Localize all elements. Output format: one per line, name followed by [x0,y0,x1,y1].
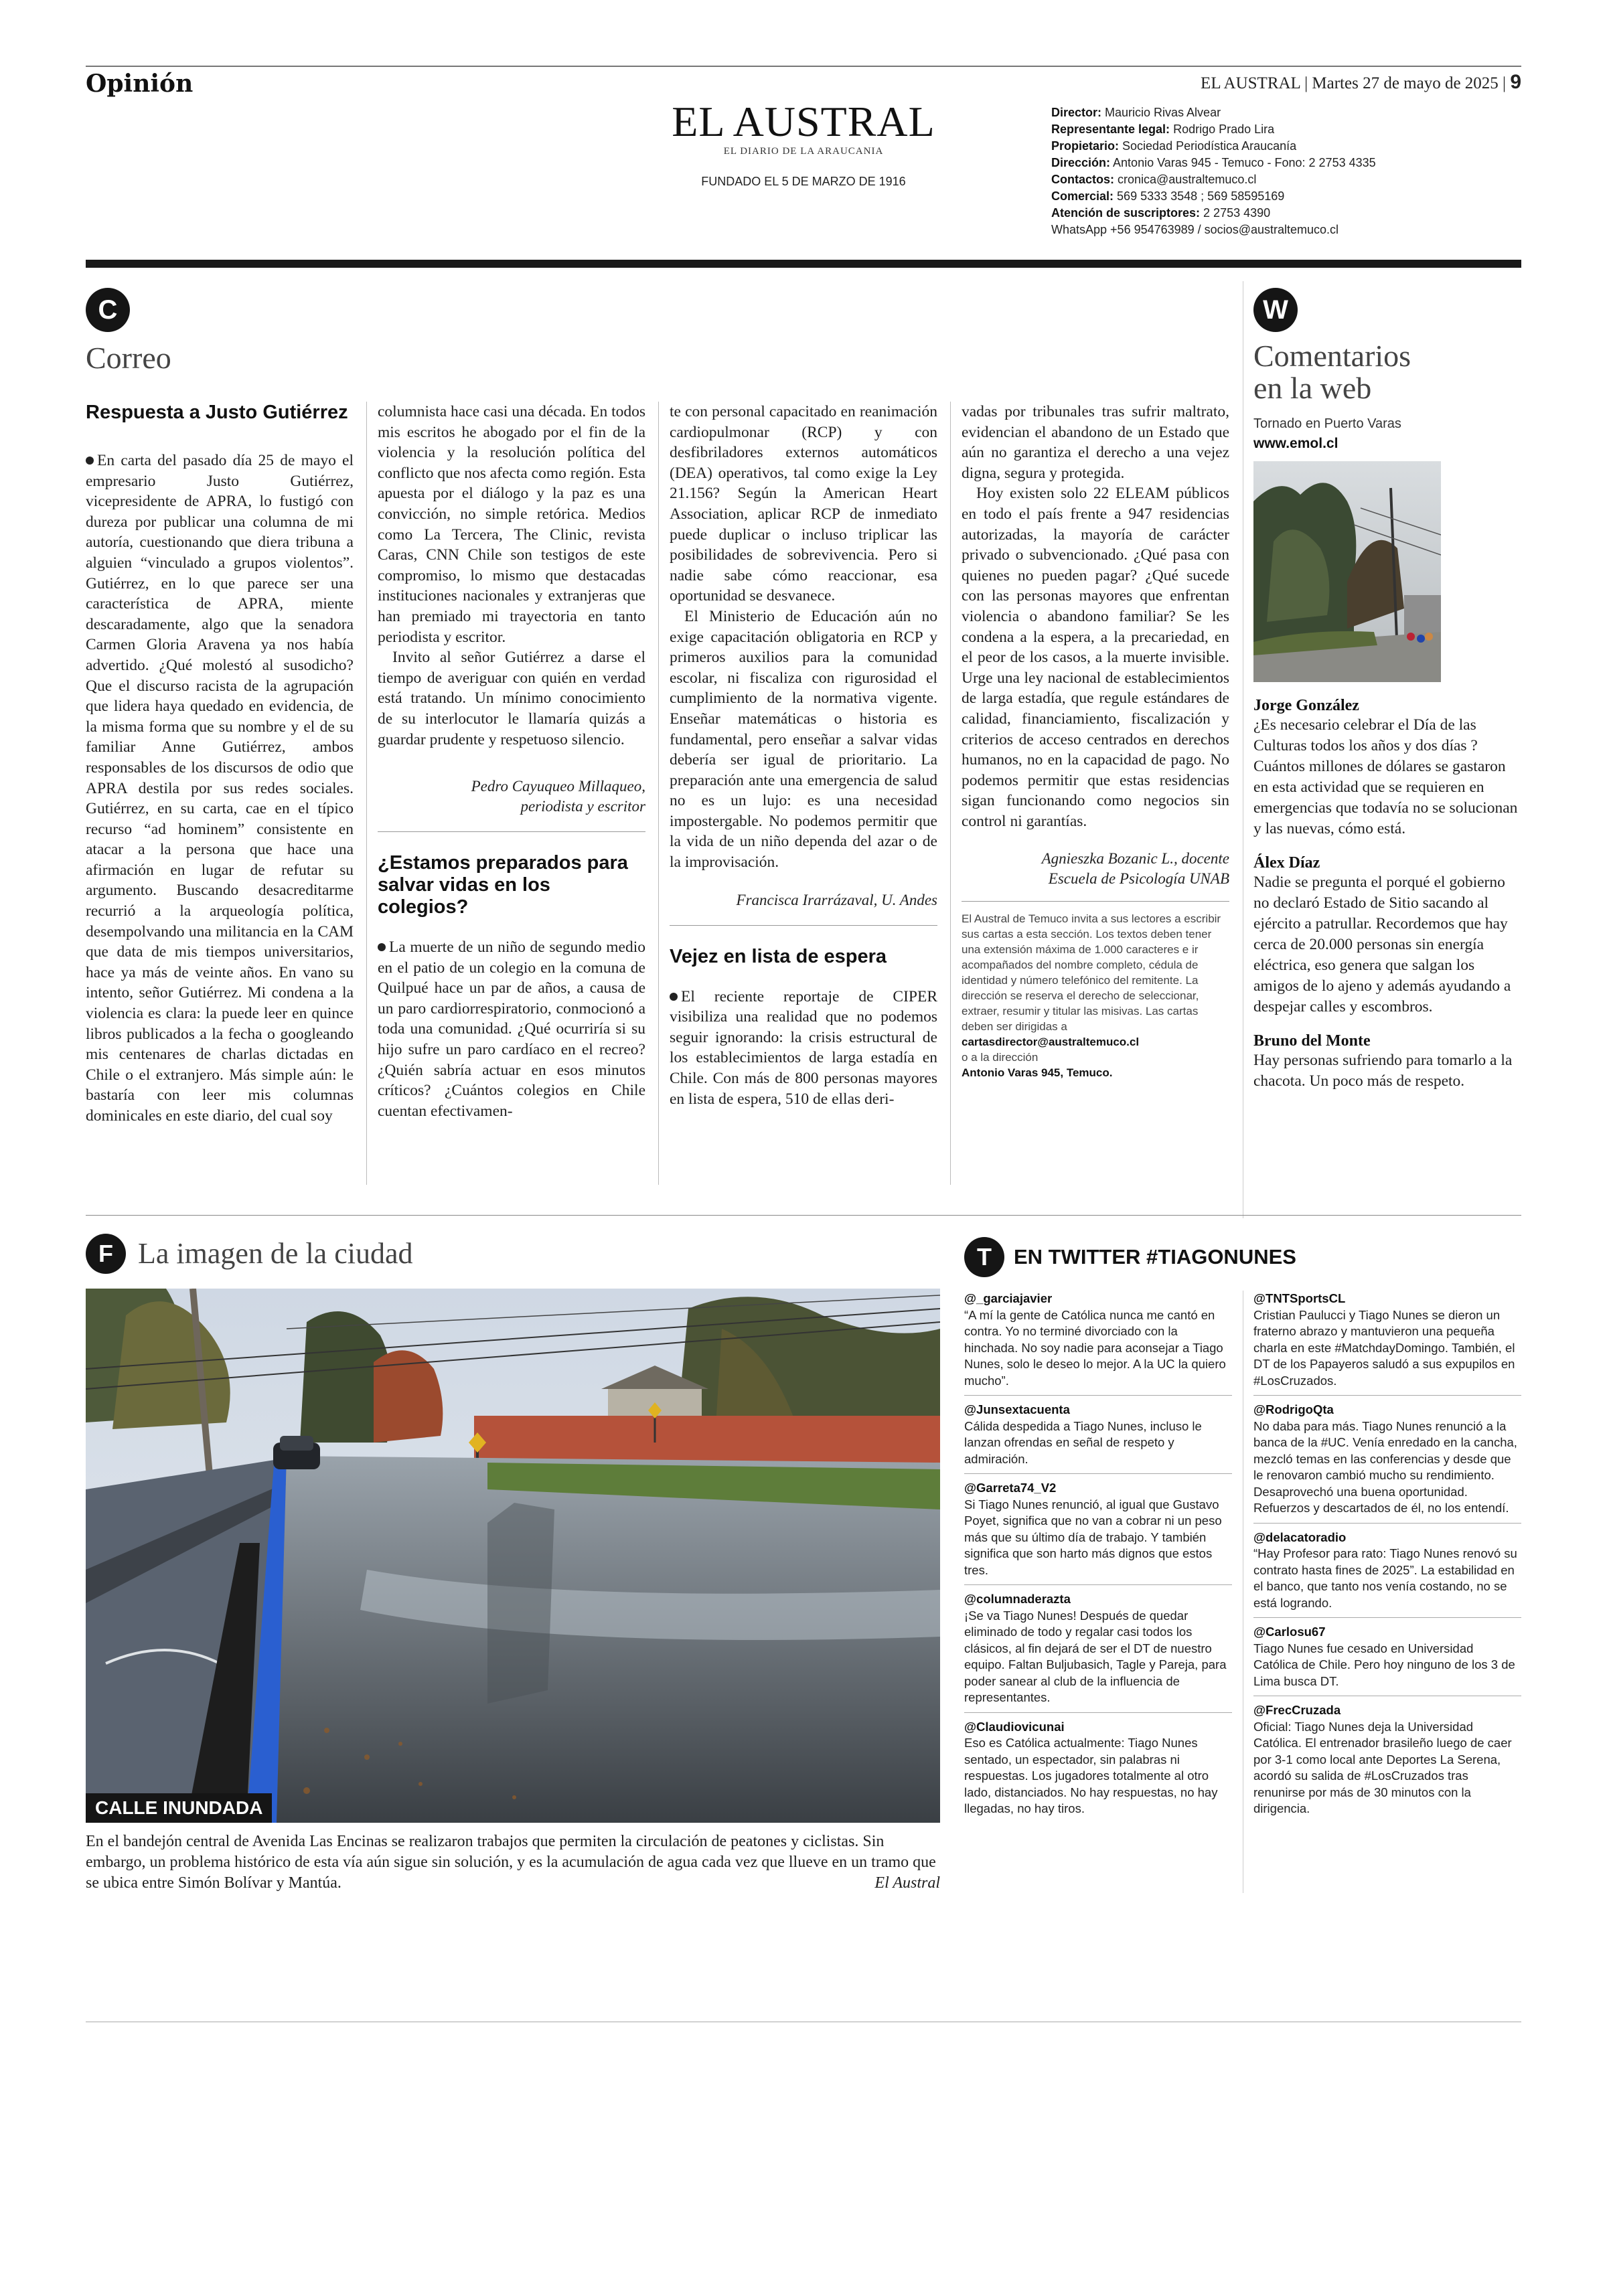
issue-date: | Martes 27 de mayo de 2025 | [1304,74,1507,92]
tweet [964,1402,1232,1467]
letter1-signature-name: Pedro Cayuqueo Millaqueo, [471,778,645,795]
tweet-handle[interactable]: @Junsextacuenta [964,1402,1070,1416]
photo-label: CALLE INUNDADA [86,1793,272,1823]
date-bar [1201,71,1521,94]
web-comment-author: Álex Díaz [1253,854,1320,872]
tweet-text: Tiago Nunes fue cesado en Universidad Católica de Chile. Pero hoy ninguno de los 3 de Lima busca DT. [1253,1641,1515,1688]
tweet-handle[interactable]: @delacatoradio [1253,1530,1347,1544]
web-comment-text: Hay personas sufriendo para tomarlo a la chacota. Un poco más de respeto. [1253,1052,1513,1090]
flooded-street-photo [86,1289,940,1823]
letter2-signature: Francisca Irarrázaval, U. Andes [736,891,937,908]
correo-col-2 [378,402,645,1121]
bullet-icon [670,993,678,1001]
imagen-badge: F [86,1234,126,1274]
tweet-text: “Hay Profesor para rato: Tiago Nunes renovó su contrato hasta fines de 2025”. La estabilidad en el banco, que tanto nos venía costando, no se está logrando. [1253,1546,1517,1610]
tweet-handle[interactable]: @TNTSportsCL [1253,1291,1346,1305]
tweets-column-left [964,1291,1232,1817]
staff-line: Contactos: cronica@australtemuco.cl [1051,173,1257,186]
letters-email-link[interactable]: cartasdirector@australtemuco.cl [962,1036,1140,1049]
web-comment-author: Bruno del Monte [1253,1032,1371,1050]
bullet-icon [378,943,386,951]
tweet [964,1291,1232,1389]
staff-line: Director: Mauricio Rivas Alvear [1051,106,1221,119]
tweet-divider [1253,1395,1521,1396]
tweet-handle[interactable]: @FrecCruzada [1253,1703,1341,1717]
tweet-divider [964,1712,1232,1713]
tweets-column-right [1253,1291,1521,1817]
tweet [1253,1291,1521,1389]
tornado-photo [1253,461,1441,682]
twitter-badge: T [964,1237,1004,1277]
web-comment-text: ¿Es necesario celebrar el Día de las Culturas todos los años y dos días ? Cuántos millones de dólares se gastaron en esta actividad que se requieren en emergencias que todavía no se solucionan y las nuevas, cómo está. [1253,716,1518,837]
tweet-handle[interactable]: @_garciajavier [964,1291,1053,1305]
tweet-text: Cálida despedida a Tiago Nunes, incluso le lanzan ofrendas en señal de respeto y admiración. [964,1418,1202,1466]
tweet-handle[interactable]: @columnaderazta [964,1592,1071,1606]
masthead-logo: EL AUSTRAL [672,98,935,145]
notice-divider [962,901,1229,902]
tweet-text: Eso es Católica actualmente: Tiago Nunes sentado, un espectador, sin palabras ni respuestas. Los jugadores totalmente al otro lado, distanciados. No hay respuestas, no hay llegadas, no hay tiros. [964,1736,1218,1815]
letter2-body-part2: te con personal capacitado en reanimación cardiopulmonar (RCP) y con desfibriladores externos automáticos (DEA) operativos, tal como exige la Ley 21.156? Según la American Heart Association, aplicar RCP de inmediato puede duplicar o incluso triplicar las posibilidades de sobrevivencia. Pero si nadie sabe cómo reaccionar, esa oportunidad se desvanece. [670,403,937,605]
tweet-handle[interactable]: @RodrigoQta [1253,1402,1334,1416]
top-rule [86,66,1521,67]
tweet-text: Oficial: Tiago Nunes deja la Universidad Católica. El entrenador brasileño luego de caer por 3-1 como local ante Deportes La Serena, acordó su salida de #LosCruzados tras renunirse por más de 30 minutos con la dirigencia. [1253,1719,1512,1815]
letter3-signature-role: Escuela de Psicología UNAB [1048,870,1229,888]
column-divider [366,402,367,1185]
tweet [1253,1402,1521,1517]
correo-col-1 [86,402,354,1127]
tweet-divider [964,1395,1232,1396]
staff-line: Atención de suscriptores: 2 2753 4390 [1051,206,1271,220]
tweet-text: Si Tiago Nunes renunció, al igual que Gustavo Poyet, significa que no van a cobrar ni un peso más que su último día de trabajo. Y también significa que son harto más dignos que estos tres. [964,1497,1222,1577]
letters-address: Antonio Varas 945, Temuco. [962,1066,1113,1080]
letter3-signature-name: Agnieszka Bozanic L., docente [1041,850,1229,868]
letter2-body-part1: La muerte de un niño de segundo medio en el patio de un colegio en la comuna de Quilpué hace un par de años, a causa de un paro cardiorrespiratorio, conmocionó a toda una comunidad. ¿Qué ocurriría si su hijo sufre un paro cardíaco en el recreo? ¿Quién sabría actuar en esos minutos críticos? ¿Cuántos colegios en Chile cuentan efectivamen- [378,938,645,1120]
web-photo-caption: Tornado en Puerto Varas [1253,416,1401,431]
letter1-title: Respuesta a Justo Gutiérrez [86,402,348,423]
web-title: Comentarios en la web [1253,339,1411,405]
tweet-text: “A mí la gente de Católica nunca me cantó en contra. Yo no terminé divorciado con la hinchada. No soy nadie para aconsejar a Tiago Nunes, solo le deseo lo mejor. A la UC la quiero mucho”. [964,1307,1226,1388]
header-thick-rule [86,260,1521,268]
staff-line: Comercial: 569 5333 3548 ; 569 58595169 [1051,189,1285,203]
section-name: Opinión [86,70,194,98]
column-divider [950,402,951,1185]
letter2-title: ¿Estamos preparados para salvar vidas en los colegios? [378,852,628,918]
tweet-handle[interactable]: @Claudiovicunai [964,1719,1065,1734]
twitter-section [964,1237,1521,1277]
correo-col-4 [962,402,1229,1080]
staff-box [1051,104,1493,238]
twitter-title: EN TWITTER #TIAGONUNES [1014,1245,1296,1268]
tweet [964,1480,1232,1578]
column-divider [658,402,659,1185]
staff-line: Dirección: Antonio Varas 945 - Temuco - Fono: 2 2753 4335 [1051,156,1376,169]
tweet [1253,1702,1521,1817]
tweet-text: No daba para más. Tiago Nunes renunció a la banca de la #UC. Venía enredado en la cancha, mezcló temas en las conferencias y desde que le renovaron cambió mucho su rendimiento. Desaprovechó una buena oportunidad. Refuerzos y descartados de él, no los entendí. [1253,1418,1517,1515]
correo-col-3 [670,402,937,1109]
tweet [1253,1530,1521,1612]
letter-divider [670,925,937,926]
tweet-text: ¡Se va Tiago Nunes! Después de quedar eliminado de todo y regalar casi todos los clásicos, al fin dejará de ser el DT de nuestro equipo. Faltan Buljubasich, Tagle y Pareja, para poder sanear al club de la influencia de representantes. [964,1608,1227,1704]
staff-line: Propietario: Sociedad Periodística Araucanía [1051,139,1297,153]
letters-notice: El Austral de Temuco invita a sus lectores a escribir sus cartas a esta sección. Los textos deben tener una extensión máxima de 1.000 caracteres e ir acompañados del nombre completo, cédula de identidad y número telefónico del remitente. La dirección se reserva el derecho de seleccionar, extraer, resumir y titular las misivas. Las cartas deben ser dirigidas a cartasdirector@australtemuco.cl o a la dirección Antonio Varas 945, Temuco. [962,911,1229,1080]
letter1-body-part1: En carta del pasado día 25 de mayo el empresario Justo Gutiérrez, vicepresidente de APRA, lo fustigó con dureza por publicar una columna de mi autoría, cuestionando que diera tribuna a alguien “vinculado a grupos violentos”. Gutiérrez, en lo que parece ser una característica de APRA, miente descaradamente, algo que la senadora Carmen Gloria Aravena ya nos había advertido. ¿Qué molestó al susodicho? Que el discurso racista de la agrupación que lidera haya quedado en evidencia, de la misma forma que su nombre y el de su familiar Anne Gutiérrez, ambos responsables de los discursos de odio que APRA destila por sus redes sociales. Gutiérrez, en su carta, cae en el típico recurso “ad hominem” consistente en atacar a la persona que hace una afirmación en lugar de refutar su argumento. Buscando desacreditarme recurrió a la arqueología política, desempolvando una militancia en la CAM que data de mis tiempos universitarios, hace ya más de veinte años. En vano su intento, señor Gutiérrez. Mi condena a la violencia es clara: la puede leer en quince libros publicados a la fecha o googleando mis centenares de charlas dictadas en Chile o el extranjero. Más simple aún: le bastaría con leer mis columnas dominicales en este diario, del cual soy [86,452,354,1125]
tweet-divider [1253,1617,1521,1618]
tweet-divider [964,1584,1232,1585]
staff-line: Representante legal: Rodrigo Prado Lira [1051,122,1275,136]
page-number: 9 [1510,71,1521,93]
paper-name: EL AUSTRAL [1201,74,1300,92]
tweet [964,1719,1232,1817]
tweet-text: Cristian Paulucci y Tiago Nunes se dieron un fraterno abrazo y mantuvieron una pequeña charla en este #MatchdayDomingo. También, el DT de los Papayeros saludó a sus expupilos en #LosCruzados. [1253,1307,1515,1388]
letter3-body-part1: El reciente reportaje de CIPER visibiliza una realidad que no podemos seguir ignorando: la crisis estructural de los establecimientos de larga estadía en Chile. Con más de 800 personas mayores en lista de espera, 510 de ellas deri- [670,987,937,1108]
letter3-body-part2: vadas por tribunales tras sufrir maltrato, evidencian el abandono de un Estado que aún no garantiza el derecho a una vejez digna, segura y protegida. [962,403,1229,482]
letter-divider [378,831,645,832]
web-comments-column [1253,288,1521,1092]
web-comment-text: Nadie se pregunta el porqué el gobierno no declaró Estado de Sitio sacando al ejército a patrullar. Recordemos que hay cerca de 20.000 personas sin energía eléctrica, eso genera que salgan los amigos de lo ajeno y además ayudando a despejar calles y escombros. [1253,874,1511,1015]
founded-line: FUNDADO EL 5 DE MARZO DE 1916 [701,175,906,188]
web-badge: W [1253,288,1298,332]
tweet [1253,1624,1521,1690]
imagen-title: La imagen de la ciudad [138,1237,413,1270]
masthead [660,100,947,189]
tweet-divider [964,1473,1232,1474]
letter3-title: Vejez en lista de espera [670,945,887,967]
tweet-handle[interactable]: @Garreta74_V2 [964,1481,1057,1495]
correo-badge: C [86,288,130,332]
web-comment-author: Jorge González [1253,697,1359,714]
masthead-tagline: EL DIARIO DE LA ARAUCANIA [723,146,884,157]
letter1-signature-role: periodista y escritor [520,798,645,815]
letter1-body-part3: Invito al señor Gutiérrez a darse el tiempo de averiguar con quién en verdad está tratando. Un mínimo conocimiento de su interlocutor le llamaría quizás a guardar prudente y respetuoso silencio. [378,649,645,748]
letter3-body-part3: Hoy existen solo 22 ELEAM públicos en todo el país frente a 947 residencias autorizadas, la mayoría de carácter privado o subvencionado. ¿Qué pasa con quienes no pueden pagar? ¿Qué sucede con las personas mayores que enfrentan violencia o abandono familiar? Se les condena a la espera, a la precariedad, en el peor de los casos, a la muerte invisible. Urge una ley nacional de establecimientos de larga estadía, que regule estándares de calidad, financiamiento, fiscalización y criterios de acceso centrados en derechos humanos, no en la capacidad de pago. No podemos permitir que estas residencias sigan funcionando como negocios sin control ni garantías. [962,485,1229,830]
letter1-body-part2: columnista hace casi una década. En todos mis escritos he abogado por el fin de la violencia y la resolución política del conflicto que nos afecta como región. Esta apuesta por el diálogo y la paz es una convicción, no simple retórica. Medios como La Tercera, The Clinic, revista Caras, CNN Chile son testigos de este compromiso, lo mismo que destacadas instituciones nacionales y extranjeras que han premiado mi trayectoria en tanto periodista y escritor. [378,403,646,646]
letter2-body-part3: El Ministerio de Educación aún no exige capacitación obligatoria en RCP y primeros auxilios para la comunidad escolar, ni fiscaliza con rigurosidad el cumplimiento de la normativa vigente. Enseñar matemáticas o historia es fundamental, pero enseñar a salvar vidas debería ser igual de prioritario. La preparación ante una emergencia de salud no es un lujo: es una necesidad impostergable. No podemos permitir que la vida de un niño dependa del azar o de la improvisación. [670,607,937,872]
photo-caption: En el bandejón central de Avenida Las Encinas se realizaron trabajos que permiten la circulación de peatones y ciclistas. Sin embargo, un problema histórico de esta vía aún sigue sin solución, y es la acumulación de agua cada vez que llueve en un tramo que se ubica entre Simón Bolívar y Mantúa. El Austral [86,1831,940,1894]
tweet-divider [1253,1523,1521,1524]
correo-title: Correo [86,341,171,375]
staff-line: WhatsApp +56 954763989 / socios@australtemuco.cl [1051,223,1339,236]
web-site-link[interactable]: www.emol.cl [1253,436,1338,451]
tweet-handle[interactable]: @Carlosu67 [1253,1625,1326,1639]
tweet [964,1591,1232,1706]
bullet-icon [86,457,94,465]
section-divider [86,1215,1521,1216]
photo-credit: El Austral [874,1874,940,1892]
